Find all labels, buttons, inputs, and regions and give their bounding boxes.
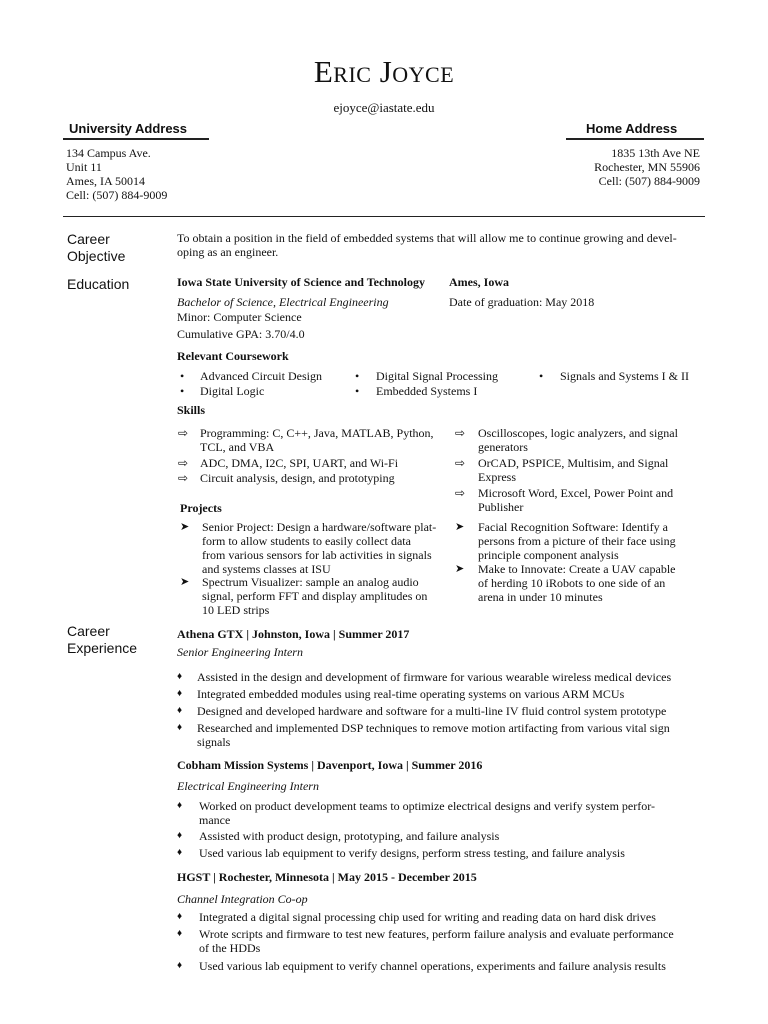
arrow-icon: ⇨ <box>178 456 189 470</box>
text-line: To obtain a position in the field of embedded systems that will allow me to continue growing and devel- <box>177 231 677 245</box>
skill-line: generators <box>478 440 528 454</box>
job-bullet <box>199 799 655 827</box>
job-title: Electrical Engineering Intern <box>177 779 319 793</box>
project-item <box>202 520 436 576</box>
diamond-icon: ♦ <box>177 960 183 971</box>
course-item: Digital Logic <box>200 384 265 398</box>
arrow-icon: ⇨ <box>455 486 466 500</box>
project-line: signal, perform FFT and display amplitudes on <box>202 589 428 603</box>
skill-item <box>478 456 668 484</box>
job-heading: Cobham Mission Systems | Davenport, Iowa | Summer 2016 <box>177 758 483 772</box>
objective-text <box>177 231 707 259</box>
address-line: Rochester, MN 55906 <box>594 160 700 174</box>
bullet-icon: • <box>180 369 185 383</box>
job-bullet: Integrated embedded modules using real-time operating systems on various ARM MCUs <box>197 687 625 701</box>
chevron-icon: ➤ <box>455 521 465 533</box>
bullet-line: Worked on product development teams to optimize electrical designs and verify system perfor- <box>199 799 655 813</box>
project-item <box>478 520 676 562</box>
chevron-icon: ➤ <box>455 563 465 575</box>
email-address: ejoyce@iastate.edu <box>333 100 435 115</box>
diamond-icon: ♦ <box>177 800 183 811</box>
address-line: Cell: (507) 884-9009 <box>598 174 700 188</box>
university-address-title: University Address <box>63 121 209 140</box>
address-line: Unit 11 <box>66 160 102 174</box>
course-item: Embedded Systems I <box>376 384 478 398</box>
job-heading: HGST | Rochester, Minnesota | May 2015 - December 2015 <box>177 870 477 884</box>
diamond-icon: ♦ <box>177 705 183 716</box>
bullet-icon: • <box>539 369 544 383</box>
job-bullet: Assisted in the design and development of firmware for various wearable wireless medical devices <box>197 670 672 684</box>
project-line: 10 LED strips <box>202 603 270 617</box>
skill-item <box>478 426 678 454</box>
skill-item: ADC, DMA, I2C, SPI, UART, and Wi-Fi <box>200 456 399 470</box>
skills-title: Skills <box>177 403 206 417</box>
skill-line: Express <box>478 470 516 484</box>
skill-line: Microsoft Word, Excel, Power Point and <box>478 486 674 500</box>
skill-line: Oscilloscopes, logic analyzers, and signal <box>478 426 678 440</box>
chevron-icon: ➤ <box>180 521 190 533</box>
project-line: arena in under 10 minutes <box>478 590 603 604</box>
project-line: Facial Recognition Software: Identify a <box>478 520 668 534</box>
diamond-icon: ♦ <box>177 688 183 699</box>
bullet-line: Researched and implemented DSP techniques to remove motion artifacting from various vital sign <box>197 721 670 735</box>
diamond-icon: ♦ <box>177 722 183 733</box>
diamond-icon: ♦ <box>177 671 183 682</box>
address-line: Cell: (507) 884-9009 <box>66 188 168 202</box>
project-item <box>202 575 427 617</box>
project-line: Spectrum Visualizer: sample an analog audio <box>202 575 419 589</box>
bullet-line: mance <box>199 813 231 827</box>
graduation-date: Date of graduation: May 2018 <box>449 295 595 309</box>
job-bullet <box>199 927 674 955</box>
label-line: Objective <box>67 248 126 264</box>
school-name: Iowa State University of Science and Technology <box>177 275 426 289</box>
job-bullet: Used various lab equipment to verify designs, perform stress testing, and failure analysis <box>199 846 625 860</box>
project-line: Make to Innovate: Create a UAV capable <box>478 562 676 576</box>
diamond-icon: ♦ <box>177 928 183 939</box>
course-item: Signals and Systems I & II <box>560 369 689 383</box>
school-location: Ames, Iowa <box>449 275 509 289</box>
chevron-icon: ➤ <box>180 576 190 588</box>
diamond-icon: ♦ <box>177 911 183 922</box>
address-line: 1835 13th Ave NE <box>611 146 700 160</box>
home-address-title: Home Address <box>566 121 704 140</box>
bullet-icon: • <box>355 384 360 398</box>
job-title: Senior Engineering Intern <box>177 645 303 659</box>
project-line: from various sensors for lab activities in signals <box>202 548 432 562</box>
job-bullet: Designed and developed hardware and software for a multi-line IV fluid control system prototype <box>197 704 667 718</box>
coursework-title: Relevant Coursework <box>177 349 289 363</box>
arrow-icon: ⇨ <box>455 456 466 470</box>
skill-item <box>200 426 434 454</box>
bullet-line: of the HDDs <box>199 941 261 955</box>
degree: Bachelor of Science, Electrical Engineering <box>177 295 389 309</box>
project-line: Senior Project: Design a hardware/software plat- <box>202 520 437 534</box>
project-item <box>478 562 675 604</box>
university-address-block <box>66 146 167 202</box>
text-line: oping as an engineer. <box>177 245 279 259</box>
project-line: of herding 10 iRobots to one side of an <box>478 576 666 590</box>
address-line: Ames, IA 50014 <box>66 174 145 188</box>
skill-line: Programming: C, C++, Java, MATLAB, Python, <box>200 426 434 440</box>
bullet-line: Wrote scripts and firmware to test new features, perform failure analysis and evaluate performance <box>199 927 674 941</box>
label-line: Career <box>67 623 110 639</box>
minor: Minor: Computer Science <box>177 310 302 324</box>
arrow-icon: ⇨ <box>455 426 466 440</box>
candidate-name: Eric Joyce <box>313 54 455 89</box>
arrow-icon: ⇨ <box>178 471 189 485</box>
label-line: Experience <box>67 640 138 656</box>
diamond-icon: ♦ <box>177 830 183 841</box>
diamond-icon: ♦ <box>177 847 183 858</box>
bullet-icon: • <box>180 384 185 398</box>
job-bullet: Integrated a digital signal processing chip used for writing and reading data on hard disk drives <box>199 910 656 924</box>
job-bullet <box>197 721 670 749</box>
objective-label <box>67 231 125 265</box>
bullet-icon: • <box>355 369 360 383</box>
bullet-line: signals <box>197 735 231 749</box>
job-bullet: Assisted with product design, prototyping, and failure analysis <box>199 829 500 843</box>
home-address-block <box>520 146 700 188</box>
skill-item <box>478 486 673 514</box>
experience-label <box>67 623 137 657</box>
gpa: Cumulative GPA: 3.70/4.0 <box>177 327 305 341</box>
job-heading: Athena GTX | Johnston, Iowa | Summer 2017 <box>177 627 410 641</box>
skill-item: Circuit analysis, design, and prototyping <box>200 471 395 485</box>
header-divider <box>63 216 705 217</box>
label-line: Career <box>67 231 110 247</box>
project-line: persons from a picture of their face using <box>478 534 676 548</box>
job-bullet: Used various lab equipment to verify channel operations, experiments and failure analysis results <box>199 959 666 973</box>
skill-line: OrCAD, PSPICE, Multisim, and Signal <box>478 456 669 470</box>
project-line: principle component analysis <box>478 548 619 562</box>
arrow-icon: ⇨ <box>178 426 189 440</box>
course-item: Advanced Circuit Design <box>200 369 322 383</box>
skill-line: Publisher <box>478 500 524 514</box>
address-line: 134 Campus Ave. <box>66 146 151 160</box>
course-item: Digital Signal Processing <box>376 369 498 383</box>
project-line: form to allow students to easily collect data <box>202 534 411 548</box>
education-label: Education <box>67 276 130 292</box>
projects-title: Projects <box>180 501 222 515</box>
project-line: and systems classes at ISU <box>202 562 331 576</box>
skill-line: TCL, and VBA <box>200 440 275 454</box>
job-title: Channel Integration Co-op <box>177 892 308 906</box>
